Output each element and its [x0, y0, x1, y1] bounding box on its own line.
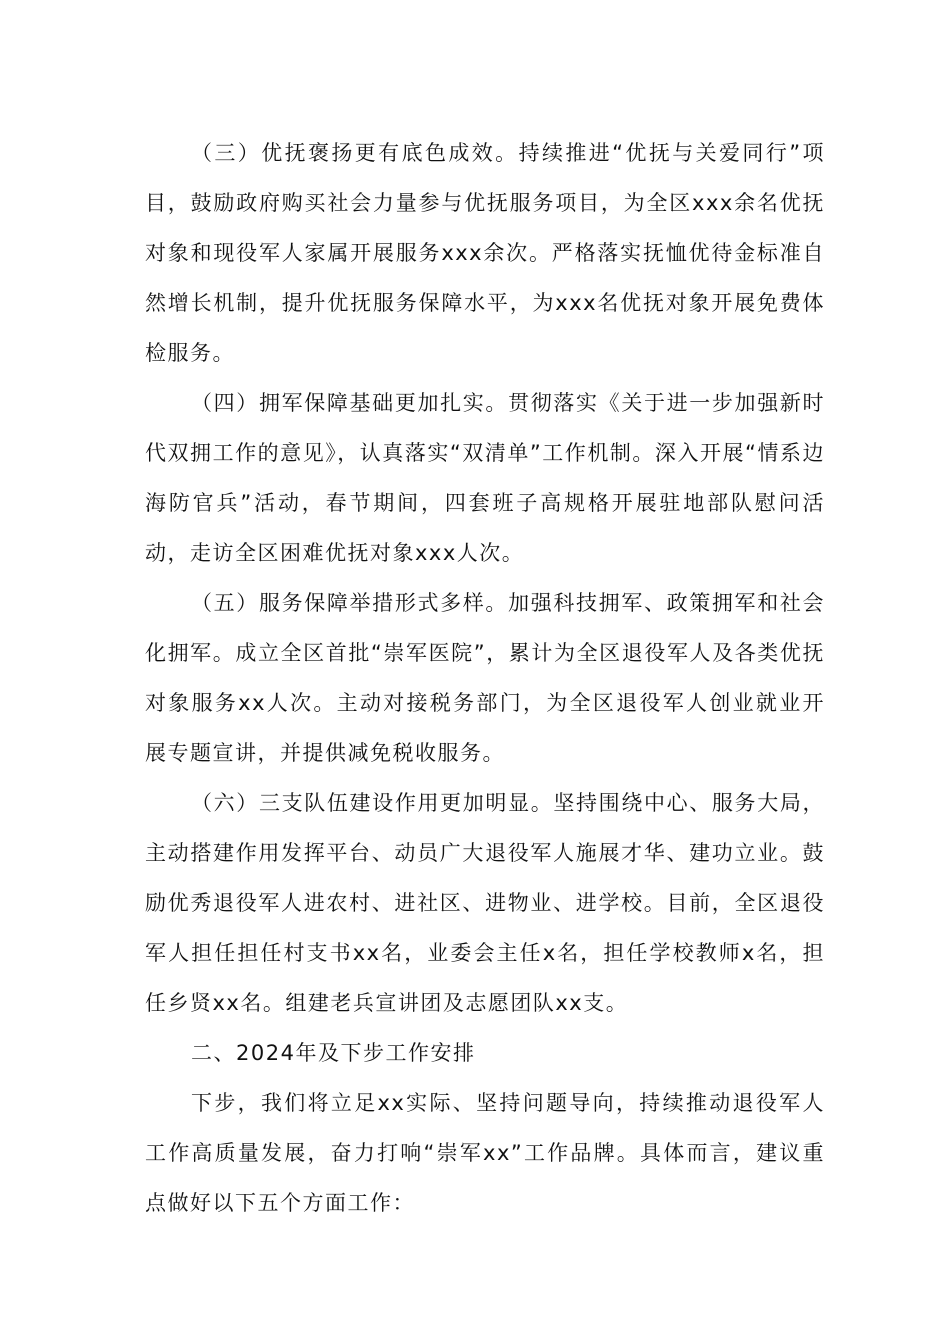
- section-heading-2024-plan: 二、2024年及下步工作安排: [191, 1041, 476, 1065]
- paragraph-military-support-foundation: （四）拥军保障基础更加扎实。贯彻落实《关于进一步加强新时代双拥工作的意见》，认真落实“双清单”工作机制。深入开展“情系边海防官兵”活动，春节期间，四套班子高规格开展驻地部队慰问活动，走访全区困难优抚对象xxx人次。: [145, 391, 825, 565]
- document-body: [145, 128, 825, 1228]
- paragraph-preferential-care: （三）优抚褒扬更有底色成效。持续推进“优抚与关爱同行”项目，鼓励政府购买社会力量参与优抚服务项目，为全区xxx余名优抚对象和现役军人家属开展服务xxx余次。严格落实抚恤优待金标准自然增长机制，提升优抚服务保障水平，为xxx名优抚对象开展免费体检服务。: [145, 141, 825, 365]
- paragraph-service-measures: （五）服务保障举措形式多样。加强科技拥军、政策拥军和社会化拥军。成立全区首批“崇军医院”，累计为全区退役军人及各类优抚对象服务xx人次。主动对接税务部门，为全区退役军人创业就业开展专题宣讲，并提供减免税收服务。: [145, 591, 825, 765]
- paragraph-three-teams: （六）三支队伍建设作用更加明显。坚持围绕中心、服务大局，主动搭建作用发挥平台、动员广大退役军人施展才华、建功立业。鼓励优秀退役军人进农村、进社区、进物业、进学校。目前，全区退役军人担任担任村支书xx名，业委会主任x名，担任学校教师x名，担任乡贤xx名。组建老兵宣讲团及志愿团队xx支。: [145, 791, 825, 1015]
- paragraph-next-steps: 下步，我们将立足xx实际、坚持问题导向，持续推动退役军人工作高质量发展，奋力打响“崇军xx”工作品牌。具体而言，建议重点做好以下五个方面工作：: [145, 1091, 825, 1215]
